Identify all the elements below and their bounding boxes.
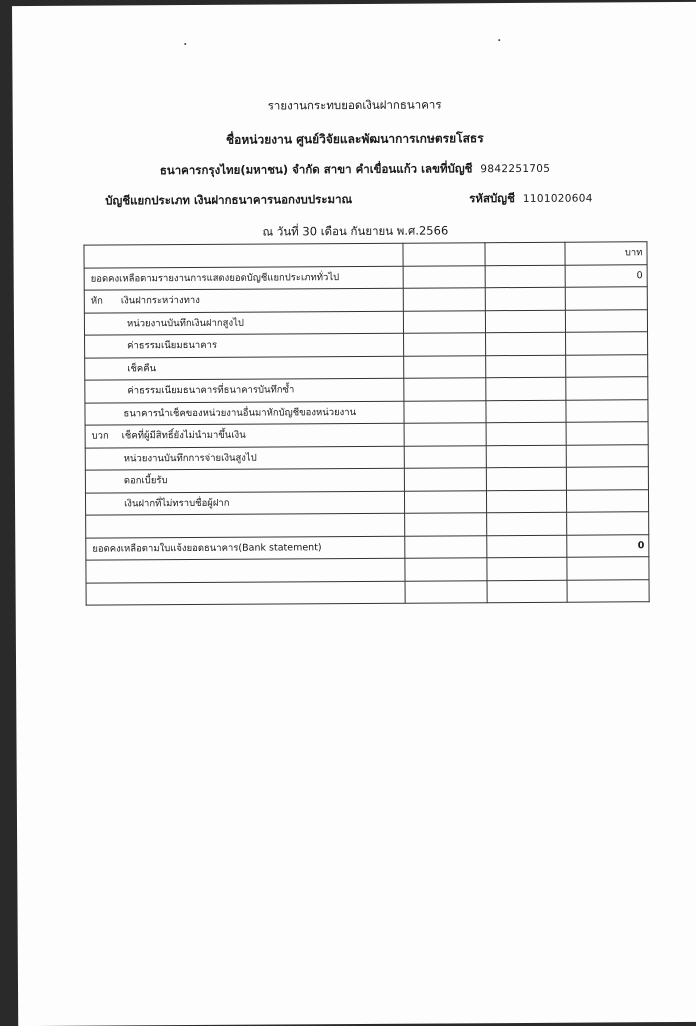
- row-label-cell: [85, 356, 404, 380]
- row-value: [565, 287, 647, 310]
- row-label: หน่วยงานบันทึกการจ่ายเงินสูงไป: [123, 452, 257, 465]
- ledger-type: บัญชีแยกประเภท เงินฝากธนาคารนอกงบประมาณ: [105, 192, 353, 208]
- cell: [403, 288, 485, 311]
- row-value: [567, 579, 649, 602]
- row-label-cell: [84, 288, 403, 312]
- row-value: [567, 512, 649, 535]
- cell: [404, 355, 486, 378]
- cell: [486, 490, 566, 513]
- row-value: 0: [565, 264, 647, 287]
- row-label: เงินฝากที่ไม่ทราบชื่อผู้ฝาก: [124, 497, 230, 510]
- cell: [486, 400, 566, 423]
- row-label-cell: [86, 581, 405, 605]
- cell: [404, 445, 486, 468]
- cell: [487, 557, 567, 580]
- row-label-cell: [85, 378, 404, 402]
- agency-line: [13, 128, 696, 151]
- row-value: [566, 489, 648, 512]
- cell: [487, 580, 567, 603]
- cell: [486, 445, 566, 468]
- row-prefix: หัก: [90, 295, 103, 307]
- row-value: [565, 309, 647, 332]
- cell: [486, 377, 566, 400]
- cell: [403, 243, 485, 266]
- cell: [486, 355, 566, 378]
- row-label: เงินฝากระหว่างทาง: [120, 295, 200, 307]
- cell: [404, 400, 486, 423]
- cell: [404, 423, 486, 446]
- row-value: [566, 399, 648, 422]
- row-label-cell: [85, 468, 404, 492]
- table-body: [84, 242, 649, 605]
- account-code-label: รหัสบัญชี: [469, 191, 515, 206]
- row-value: [566, 354, 648, 377]
- row-label-cell: [84, 266, 403, 290]
- row-label: เช็คที่ผู้มีสิทธิ์ยังไม่นำมาขึ้นเงิน: [121, 429, 246, 442]
- agency-name: ศูนย์วิจัยและพัฒนาการเกษตรยโสธร: [296, 131, 484, 147]
- row-label: ค่าธรรมเนียมธนาคาร: [127, 340, 218, 352]
- cell: [485, 287, 565, 310]
- bank-line: [13, 159, 696, 181]
- cell: [403, 310, 485, 333]
- row-value: [566, 444, 648, 467]
- reconciliation-table: [83, 241, 649, 605]
- row-label-cell: [85, 401, 404, 425]
- row-label-cell: [86, 558, 405, 582]
- row-label-cell: [86, 536, 405, 560]
- cell: [486, 422, 566, 445]
- cell: [486, 467, 566, 490]
- cell: [405, 535, 487, 558]
- row-label-cell: [85, 491, 404, 515]
- cell: [404, 468, 486, 491]
- cell: [485, 242, 565, 265]
- cell: [405, 513, 487, 536]
- row-label: ดอกเบี้ยรับ: [123, 475, 168, 487]
- report-date: ณ วันที่ 30 เดือน กันยายน พ.ศ.2566: [262, 223, 449, 239]
- row-label: ธนาคารนำเช็คของหน่วยงานอื่นมาหักบัญชีของหน่วยงาน: [123, 406, 357, 420]
- row-label: ยอดคงเหลือตามใบแจ้งยอดธนาคาร(Bank statement): [92, 541, 322, 555]
- row-value: 0: [567, 534, 649, 557]
- row-label-cell: [85, 333, 404, 357]
- cell: [84, 243, 403, 267]
- cell: [405, 580, 487, 603]
- cell: [485, 310, 565, 333]
- account-code: 1101020604: [522, 192, 593, 205]
- row-value: [567, 557, 649, 580]
- row-label-cell: [85, 423, 404, 447]
- cell: [486, 332, 566, 355]
- report-title: รายงานกระทบยอดเงินฝากธนาคาร: [267, 97, 442, 113]
- row-label-cell: [84, 311, 403, 335]
- row-label-cell: [85, 446, 404, 470]
- cell: [404, 333, 486, 356]
- speck: [184, 43, 186, 45]
- cell: [404, 490, 486, 513]
- cell: [485, 265, 565, 288]
- unit-label: บาท: [565, 242, 647, 265]
- document-page: [12, 2, 696, 1026]
- cell: [405, 558, 487, 581]
- row-prefix: บวก: [91, 430, 109, 442]
- row-value: [566, 467, 648, 490]
- row-value: [566, 422, 648, 445]
- row-value: [566, 377, 648, 400]
- row-label: เช็คคืน: [127, 362, 157, 375]
- bank-account-label: ธนาคารกรุงไทย(มหาชน) จำกัด สาขา คำเขื่อนแก้ว เลขที่บัญชี: [159, 161, 473, 178]
- speck: [498, 39, 500, 41]
- agency-label: ชื่อหน่วยงาน: [225, 132, 293, 147]
- row-label: หน่วยงานบันทึกเงินฝากสูงไป: [126, 317, 244, 330]
- cell: [404, 378, 486, 401]
- cell: [487, 512, 567, 535]
- row-label: ยอดคงเหลือตามรายงานการแสดงยอดบัญชีแยกประเภททั่วไป: [90, 271, 340, 285]
- cell: [403, 265, 485, 288]
- cell: [487, 535, 567, 558]
- account-number: 9842251705: [480, 162, 551, 176]
- row-label: ค่าธรรมเนียมธนาคารที่ธนาคารบันทึกซ้ำ: [127, 384, 295, 397]
- row-value: [566, 332, 648, 355]
- account-code-line: [469, 190, 593, 209]
- row-label-cell: [86, 513, 405, 537]
- table-row: [86, 579, 649, 605]
